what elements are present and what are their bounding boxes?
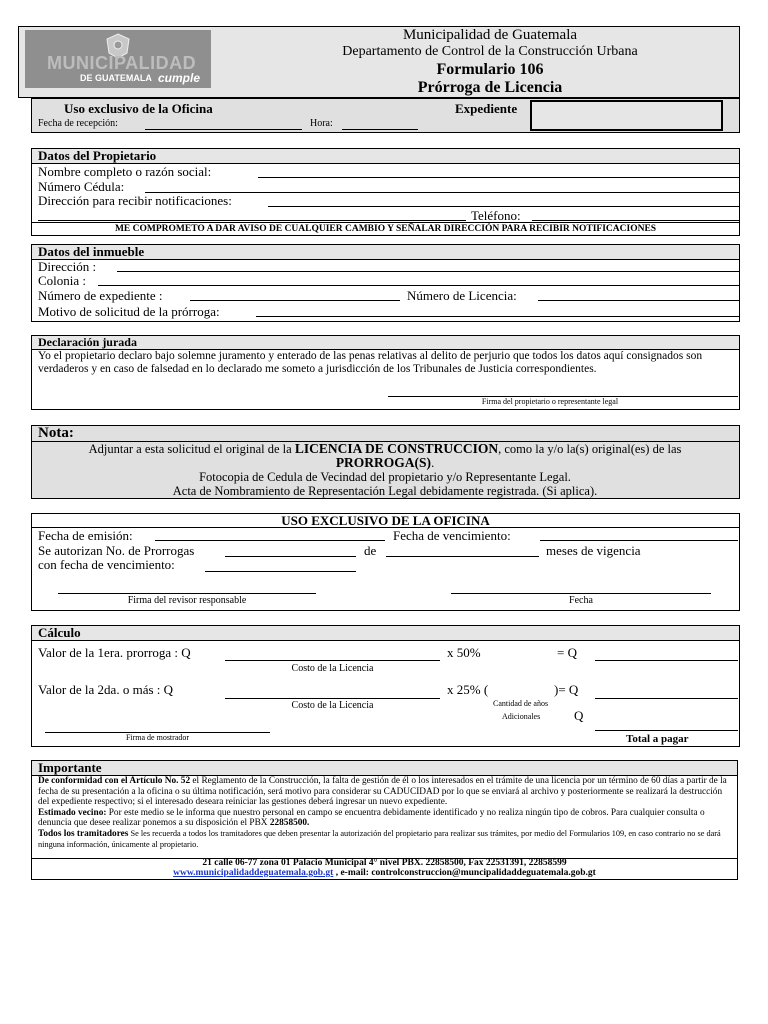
logo — [25, 30, 211, 88]
meses-field[interactable] — [386, 543, 539, 557]
resultado-2-field[interactable] — [595, 685, 738, 699]
propietario-title: Datos del Propietario — [32, 149, 739, 164]
emision-label: Fecha de emisión: — [38, 528, 133, 543]
firma-mostrador-label: Firma de mostrador — [125, 733, 190, 742]
fecha-recepcion-label: Fecha de recepción: — [38, 118, 118, 129]
inmueble-direccion-label: Dirección : — [38, 259, 97, 274]
num-prorrogas-field[interactable] — [225, 543, 356, 557]
nota-line2: Fotocopia de Cedula de Vecindad del propietario y/o Representante Legal. — [199, 470, 571, 484]
contact-line — [31, 868, 738, 878]
costo-licencia-2-field[interactable] — [225, 685, 440, 699]
fecha-recepcion-field[interactable] — [145, 116, 302, 130]
nota-licencia: LICENCIA DE CONSTRUCCION — [294, 441, 499, 456]
emision-field[interactable] — [155, 527, 385, 541]
num-expediente-label: Número de expediente : — [38, 288, 163, 303]
autorizan-label: Se autorizan No. de Prorrogas — [38, 543, 195, 558]
num-licencia-field[interactable] — [538, 287, 739, 301]
firma-revisor-line[interactable] — [58, 593, 316, 594]
motivo-label: Motivo de solicitud de la prórroga: — [38, 304, 220, 319]
total-q-label: Q — [574, 708, 584, 723]
vencimiento-label: Fecha de vencimiento: — [393, 528, 511, 543]
nota-line1-c: , como la y/o la(s) original(es) de las — [498, 442, 682, 456]
email-text: , e-mail: controlconstruccion@muncipalidaddeguatemala.gob.gt — [333, 868, 596, 878]
calculo-row1-label: Valor de la 1era. prorroga : Q — [38, 645, 191, 660]
firma-propietario-label: Firma del propietario o representante legal — [481, 397, 619, 406]
importante-pbx: 22858500. — [269, 818, 310, 829]
nota-line1 — [40, 442, 730, 470]
expediente-label: Expediente — [455, 101, 518, 116]
oficina-title: USO EXCLUSIVO DE LA OFICINA — [281, 513, 490, 528]
inmueble-direccion-field[interactable] — [117, 258, 739, 272]
cedula-field[interactable] — [145, 179, 739, 193]
resultado-1-field[interactable] — [595, 647, 738, 661]
direccion-notif-label: Dirección para recibir notificaciones: — [38, 193, 232, 208]
calculo-title: Cálculo — [32, 626, 739, 641]
nota-line1-a: Adjuntar a esta solicitud el original de la — [88, 442, 295, 456]
telefono-label: Teléfono: — [471, 208, 521, 223]
org-name: Municipalidad de Guatemala — [402, 27, 578, 43]
declaracion-title: Declaración jurada — [32, 336, 739, 350]
direccion-notif-field-2[interactable] — [38, 207, 466, 221]
importante-text — [38, 776, 734, 850]
hora-label: Hora: — [310, 118, 333, 129]
total-pagar-label: Total a pagar — [626, 733, 689, 745]
form-title: Prórroga de Licencia — [417, 79, 563, 96]
cantidad-anos-label: Cantidad de años — [493, 699, 549, 708]
nota-prorrogas: PRORROGA(S) — [335, 455, 432, 470]
calculo-row1-pct: x 50% — [447, 645, 481, 660]
motivo-field[interactable] — [256, 303, 739, 317]
compromiso-text: ME COMPROMETO A DAR AVISO DE CUALQUIER CAMBIO Y SEÑALAR DIRECCIÓN PARA RECIBIR NOTIFICACIONES — [114, 224, 657, 234]
logo-line2: DE GUATEMALA — [80, 73, 152, 83]
adicionales-label: Adicionales — [502, 712, 541, 721]
vencimiento-field[interactable] — [540, 527, 738, 541]
num-expediente-field[interactable] — [190, 287, 400, 301]
dept-name: Departamento de Control de la Construcción Urbana — [342, 44, 638, 59]
calculo-row1-eq: = Q — [557, 645, 577, 660]
firma-revisor-label: Firma del revisor responsable — [127, 595, 247, 606]
con-fecha-field[interactable] — [205, 558, 356, 572]
logo-line1: MUNICIPALIDAD — [47, 53, 197, 73]
con-fecha-label: con fecha de vencimiento: — [38, 557, 175, 572]
cedula-label: Número Cédula: — [38, 179, 125, 194]
meses-label: meses de vigencia — [546, 543, 641, 558]
calculo-row2-eq: )= Q — [554, 682, 579, 697]
costo-licencia-1-label: Costo de la Licencia — [291, 663, 374, 674]
telefono-field[interactable] — [532, 207, 739, 221]
inmueble-title: Datos del inmueble — [32, 245, 739, 260]
articulo-52: De conformidad con el Artículo No. 52 — [38, 776, 191, 786]
direccion-notif-field[interactable] — [268, 193, 739, 207]
calculo-row2-label: Valor de la 2da. o más : Q — [38, 682, 174, 697]
fecha-line[interactable] — [451, 593, 711, 594]
calculo-row2-pct: x 25% ( — [447, 682, 489, 697]
de-label: de — [364, 543, 377, 558]
compromiso-divider — [31, 222, 740, 223]
nombre-label: Nombre completo o razón social: — [38, 164, 212, 179]
fecha-label: Fecha — [569, 595, 593, 606]
address-line: 21 calle 06-77 zona 01 Palacio Municipal 4° nivel PBX. 22858500, Fax 22531391, 22858599 — [202, 858, 567, 868]
nota-line1-e: . — [431, 456, 435, 470]
nota-line3: Acta de Nombramiento de Representación Legal debidamente registrada. (Si aplica). — [172, 484, 598, 498]
website-link[interactable]: www.municipalidaddeguatemala.gob.gt — [173, 868, 334, 878]
nombre-field[interactable] — [258, 164, 739, 178]
colonia-label: Colonia : — [38, 273, 87, 288]
todos-tramitadores: Todos los tramitadores — [38, 828, 129, 839]
form-number: Formulario 106 — [436, 61, 544, 78]
importante-title: Importante — [32, 761, 737, 776]
importante-p3: Se les recuerda a todos los tramitadores que deben presentar la autorización del propietario para realizar sus trámites, por medio del Formularios 109, en caso contrario no se dará ninguna información, únicamente al propietario. — [38, 828, 721, 849]
nota-title: Nota: — [38, 425, 74, 441]
costo-licencia-1-field[interactable] — [225, 647, 440, 661]
costo-licencia-2-label: Costo de la Licencia — [291, 700, 374, 711]
colonia-field[interactable] — [98, 272, 739, 286]
estimado-vecino: Estimado vecino: — [38, 807, 107, 818]
num-licencia-label: Número de Licencia: — [407, 288, 517, 303]
hora-field[interactable] — [342, 116, 418, 130]
logo-line3: cumple — [158, 71, 201, 85]
office-top-label: Uso exclusivo de la Oficina — [64, 101, 213, 116]
importante-p1: el Reglamento de la Construcción, la falta de gestión de él o los interesados en el trámite de una licencia por un término de 60 días a partir de la fecha de su presentación a la oficina o su última notificación, será motivo para considerar su CADUCIDAD por lo que se enviará al archivo y posteriormente se realizará la destrucción del expediente respectivo; si el interesado deseara reiniciar las gestiones deberá ingresar un nuevo expediente. — [38, 776, 727, 808]
expediente-field[interactable] — [530, 100, 723, 131]
importante-p2: Por este medio se le informa que nuestro personal en campo se encuentra debidamente identificado y no realiza ningún tipo de cobros. Para cualquier consulta o denuncia que desee realizar ponemos a su disposición el PBX — [38, 807, 705, 829]
declaracion-text: Yo el propietario declaro bajo solemne juramento y enterado de las penas relativas al delito de perjurio que todos los datos aquí consignados son verdaderos y en caso de falsedad en lo declarado me someto a jurisdicción de los Tribunales de Justicia correspondientes. — [38, 350, 703, 375]
total-field[interactable] — [595, 717, 738, 731]
